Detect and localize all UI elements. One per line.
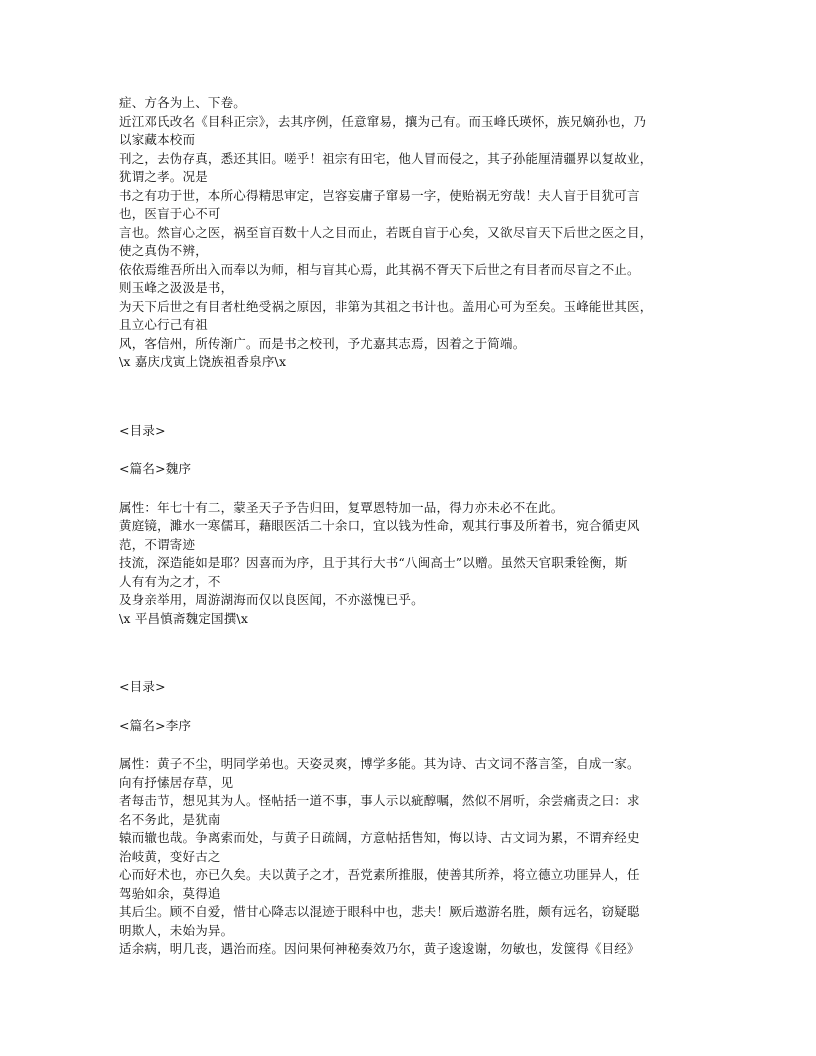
text-line: 驾骀如余，莫得追 — [119, 885, 221, 901]
spacer — [119, 372, 701, 422]
text-line: 向有抒愫居存草，见 — [119, 774, 234, 790]
text-line: 治岐黄，变好古之 — [119, 848, 221, 864]
text-line: 使之真伪不辨， — [119, 243, 208, 258]
signature-line: \x 嘉庆戊寅上饶族祖香泉序\x — [119, 354, 287, 369]
preface-section-3 — [119, 678, 701, 959]
text-line: 近江邓氏改名《目科正宗》，去其序例，任意窜易，攘为己有。而玉峰氏瑛怀，族兄嫡孙也，乃 — [119, 113, 647, 129]
text-line: 辕而辙也哉。争离索而处，与黄子日疏阔，方意帖括售知，悔以诗、古文词为累，不谓弃经史 — [119, 830, 640, 845]
text-line: 范，不谓寄迹 — [119, 536, 196, 552]
text-line: 依依焉维吾所出入而奉以为师，相与盲其心焉，此其祸不胥天下后世之有目者而尽盲之不止。 — [119, 261, 640, 277]
spacer — [119, 628, 701, 678]
document-page — [119, 94, 701, 959]
text-line: 症、方各为上、下卷。 — [119, 95, 247, 110]
text-line: 且立心行己有祖 — [119, 317, 208, 332]
text-line: 人有有为之才，不 — [119, 573, 221, 589]
text-line: 名不务此，是犹南 — [119, 811, 221, 827]
text-line: 书之有功于世，本所心得精思审定，岂容妄庸子窜易一字，使贻祸无穷哉！夫人盲于目犹可言 — [119, 187, 640, 203]
text-line: 属性：黄子不尘，明同学弟也。天姿灵爽，博学多能。其为诗、古文词不落言筌，自成一家。 — [119, 756, 640, 771]
text-line: 属性：年七十有二，蒙圣天子予告归田，复覃恩特加一品，得力亦未必不在此。 — [119, 499, 564, 515]
text-line: 刊之，去伪存真，悉还其旧。嗟乎！祖宗有田宅，他人冒而侵之，其子孙能厘清疆界以复故业， — [119, 150, 653, 166]
text-line: 犹谓之孝。况是 — [119, 169, 208, 184]
text-line: 风，客信州，所传渐广。而是书之校刊，予尤嘉其志焉，因着之于简端。 — [119, 335, 526, 351]
catalog-heading: <目录> — [119, 422, 166, 438]
text-line: 明欺人，未始为异。 — [119, 922, 234, 938]
catalog-heading: <目录> — [119, 679, 166, 694]
text-line: 也，医盲于心不可 — [119, 206, 221, 221]
chapter-title: <篇名>魏序 — [119, 461, 192, 476]
preface-section-2 — [119, 422, 701, 629]
text-line: 及身亲举用，周游湖海而仅以良医闻，不亦滋愧已乎。 — [119, 592, 424, 607]
text-line: 为天下后世之有目者杜绝受祸之原因，非第为其祖之书计也。盖用心可为至矣。玉峰能世其医， — [119, 298, 653, 314]
text-line: 其后尘。顾不自爱，惜甘心降志以混迹于眼科中也，悲夫！厥后遨游名胜，颇有远名，窃疑聪 — [119, 904, 640, 919]
spacer — [119, 440, 701, 460]
signature-line: \x 平昌慎斋魏定国撰\x — [119, 610, 249, 626]
text-line: 言也。然盲心之医，祸至盲百数十人之目而止，若既自盲于心矣，又欲尽盲天下后世之医之目， — [119, 224, 653, 240]
text-line: 心而好术也，亦已久矣。夫以黄子之才，吾党素所推服，使善其所养，将立德立功匪异人，任 — [119, 867, 640, 882]
spacer — [119, 697, 701, 717]
preface-section-1 — [119, 94, 701, 372]
text-line: 以家藏本校而 — [119, 132, 196, 147]
text-line: 适余病，明几丧，遇治而痊。因问果何神秘奏效乃尔，黄子逡逡谢，勿敏也，发箧得《目经》 — [119, 941, 640, 956]
text-line: 者每击节，想见其为人。怪帖括一道不事，事人示以疵醇嘱，然似不屑听，余尝痛责之曰：求 — [119, 793, 640, 808]
text-line: 则玉峰之汲汲是书， — [119, 280, 234, 295]
chapter-title: <篇名>李序 — [119, 717, 192, 733]
text-line: 黄庭镜，濉水一寒儒耳，藉眼医活二十余口，宜以钱为性命，观其行事及所着书，宛合循吏风 — [119, 518, 640, 533]
spacer — [119, 735, 701, 755]
spacer — [119, 479, 701, 499]
text-line: 技流，深造能如是耶？因喜而为序，且于其行大书“八闽高士”以赠。虽然天官职秉铨衡，斯 — [119, 555, 628, 570]
